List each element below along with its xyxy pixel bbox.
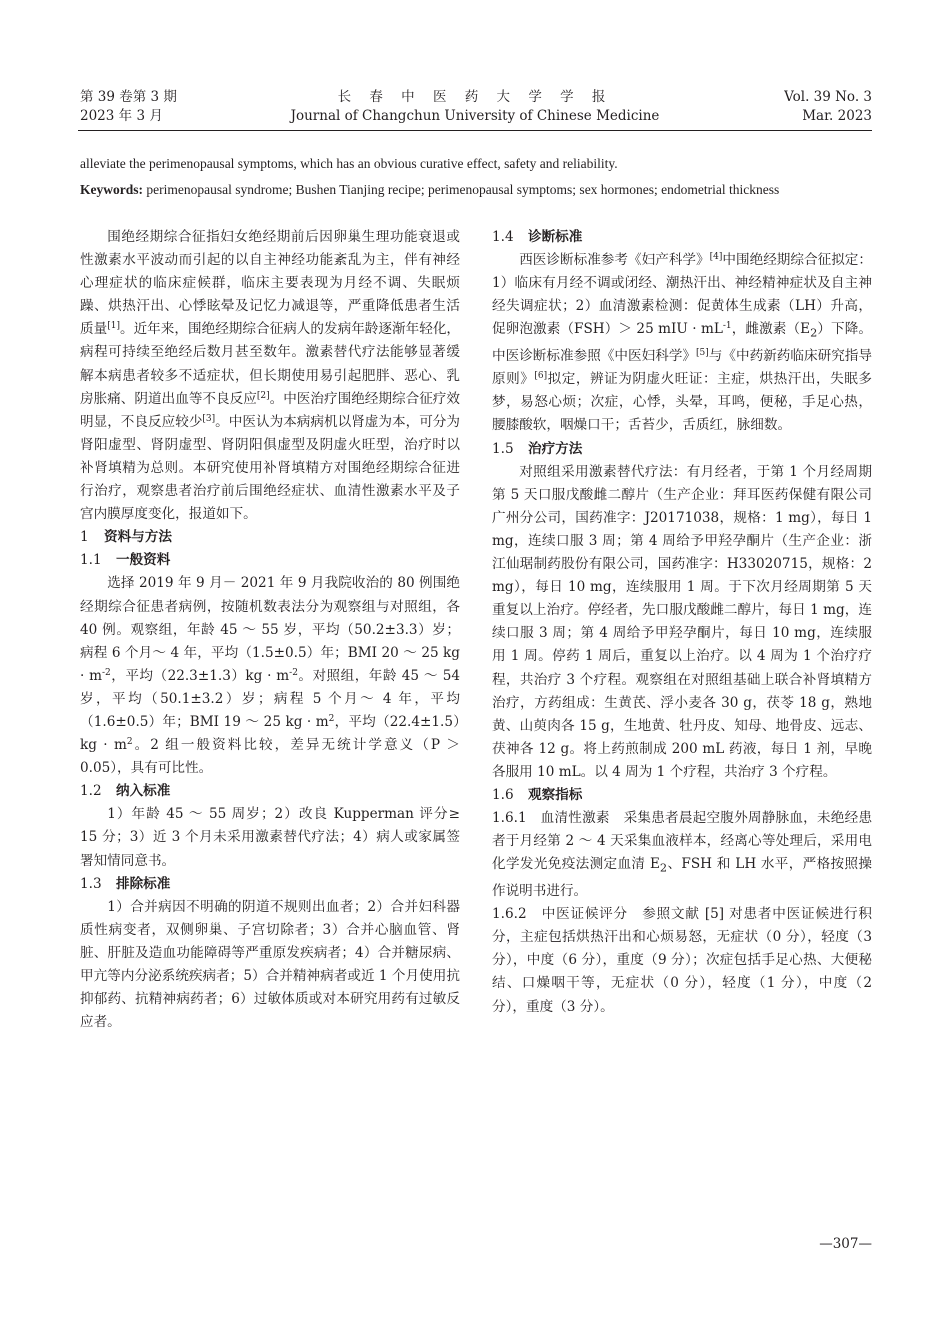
abstract-tail: alleviate the perimenopausal symptoms, which has an obvious curative effect, safety and reliability. [80,156,618,171]
diagnostic-text-4: ）下降。中医诊断标准参照《中医妇科学》 [492,321,872,365]
serum-hormone-text-2: 、FSH 和 LH 水平，严格按照操作说明书进行。 [492,856,872,900]
citation-1: [1] [107,321,120,332]
diagnostic-text-1: 西医诊断标准参考《妇产科学》 [519,252,710,269]
intro-paragraph [80,226,460,526]
date-en: Mar. 2023 [802,108,872,124]
general-data-text-5: 。2 组一般资料比较，差异无统计学意义（P ＞ 0.05），具有可比性。 [80,737,460,777]
general-data-paragraph [80,572,460,780]
serum-hormone-text-1: 采集患者晨起空腹外周静脉血，未绝经患者于月经第 2 ～ 4 天采集血液样本，经离心等处理后，采用电化学发光免疫法测定血清 E [492,810,873,873]
header-rule [78,130,872,131]
header-left [80,88,177,126]
section-1-5-number: 1.5 [492,440,514,457]
section-1-6-number: 1.6 [492,786,514,803]
section-1-4-heading [492,226,872,249]
citation-4: [4] [709,252,723,263]
tcm-score-text: 参照文献 [5] 对患者中医证候进行积分，主症包括烘热汗出和心烦易怒，无症状（0 分），轻度（3 分），中度（6 分），重度（9 分）；次症包括手足心热、大便秘结、口燥咽干等，无症状（0 分），轻度（1 分），中度（2 分），重度（3 分）。 [492,906,873,1015]
keywords-label: Keywords: [80,182,143,197]
header-center [250,88,700,126]
general-data-text-1: 选择 2019 年 9 月－ 2021 年 9 月我院收治的 80 例围绝经期综合征患者病例，按随机数表法分为观察组与对照组，各 40 例。观察组，年龄 45 ～ 55 岁，平均（50.2±3.3）岁；病程 6 个月～ 4 年，平均（1.5±0.5）年；BMI 20 ～ 25 kg · m [80,575,460,684]
citation-2: [2] [256,390,270,401]
volume-issue-cn: 第 39 卷第 3 期 [80,89,177,105]
exclusion-criteria: 1）合并病因不明确的阴道不规则出血者；2）合并妇科器质性病变者，双侧卵巢、子宫切除者；3）合并心脑血管、肾脏、肝脏及造血功能障碍等严重原发疾病者；4）合并糖尿病、甲亢等内分泌系统疾病者；5）合并精神病者或近 1 个月使用抗抑郁药、抗精神病药者；6）过敏体质或对本研究用药有过敏反应者。 [80,898,460,1031]
keywords [80,182,779,198]
section-1-5-heading [492,438,872,461]
unit-exponent-ml: -1 [722,321,732,332]
section-1-2-heading [80,780,460,803]
keywords-text: perimenopausal syndrome; Bushen Tianjing recipe; perimenopausal symptoms; sex hormones; endometrial thickness [146,182,780,197]
page-number: —307— [819,1236,872,1252]
section-1-3-title: 排除标准 [116,875,171,892]
general-data-text-3: 。对照组，年龄 45 ～ 54 岁，平均（50.1±3.2）岁；病程 5 个月～ 4 年，平均（1.6±0.5）年；BMI 19 ～ 25 kg · m [80,667,460,730]
general-data-text-4: ，平均（22.4±1.5）kg · m [80,713,461,754]
section-1-3-heading [80,873,460,896]
general-data-text-2: ，平均（22.3±1.3）kg · m [110,667,290,684]
header-right [784,88,872,126]
left-column [80,226,460,1034]
section-1-1-heading [80,549,460,572]
e2-subscript-2: 2 [659,860,668,875]
right-column [492,226,872,1019]
citation-5: [5] [696,348,709,359]
section-1-6-2-number: 1.6.2 [492,906,527,923]
serum-hormone-paragraph [492,807,872,903]
journal-title-cn: 长 春 中 医 药 大 学 学 报 [337,89,613,105]
intro-text-3: 。中医治疗围绝经期综合征疗效明显，不良反应较少 [80,390,461,430]
section-1-2-title: 纳入标准 [116,783,171,800]
section-1-1-title: 一般资料 [116,552,171,569]
citation-3: [3] [202,413,216,424]
section-1-6-heading [492,784,872,807]
section-1-6-title: 观察指标 [528,786,583,803]
journal-title-en: Journal of Changchun University of Chinese Medicine [290,108,660,124]
diagnostic-text-6: 拟定，辨证为阴虚火旺证：主症，烘热汗出，失眠多梦，易怒心烦；次症，心悸，头晕，耳鸣，便秘，手足心热，腰膝酸软，咽燥口干；舌苔少，舌质红，脉细数。 [492,371,872,434]
inclusion-criteria: 1）年龄 45 ～ 55 周岁；2）改良 Kupperman 评分≥ 15 分；3）近 3 个月未采用激素替代疗法；4）病人或家属签署知情同意书。 [80,806,460,869]
section-1-4-title: 诊断标准 [528,229,583,245]
intro-text-1: 围绝经期综合征指妇女绝经期前后因卵巢生理功能衰退或性激素水平波动而引起的以自主神经功能紊乱为主，伴有神经心理症状的临床症候群，临床主要表现为月经不调、失眠烦躁、烘热汗出、心悸眩晕及记忆力减退等，严重降低患者生活质量 [80,229,460,338]
section-1-number: 1 [80,529,89,546]
unit-exponent-2: -2 [289,667,298,678]
section-1-6-1-title: 血清性激素 [540,810,610,827]
e2-subscript-1: 2 [810,326,818,341]
tcm-score-paragraph [492,903,872,1018]
citation-6: [6] [534,371,548,382]
date-cn: 2023 年 3 月 [80,108,163,124]
section-1-5-title: 治疗方法 [528,440,583,457]
section-1-6-2-title: 中医证候评分 [541,906,628,923]
unit-exponent-1: -2 [102,667,111,678]
diagnostic-text-5: 与《中药新药临床研究指导原则》 [492,348,873,388]
intro-text-4: 。中医认为本病病机以肾虚为本，可分为肾阳虚型、肾阴虚型、肾阴阳俱虚型及阴虚火旺型，治疗时以补肾填精为总则。本研究使用补肾填精方对围绝经期综合征进行治疗，观察患者治疗前后围绝经症状、血清性激素水平及子宫内膜厚度变化，报道如下。 [80,413,461,523]
section-1-title: 资料与方法 [104,529,172,546]
volume-issue-en: Vol. 39 No. 3 [784,89,872,105]
treatment-method: 对照组采用激素替代疗法：有月经者，于第 1 个月经周期第 5 天口服戊酸雌二醇片（生产企业：拜耳医药保健有限公司广州分公司，国药准字：J20171038，规格：1 mg），每日 1 mg，连续口服 3 周；第 4 周给予甲羟孕酮片（生产企业：浙江仙琚制药股份有限公司，国药准字：H33020715，规格：2 mg），每日 10 mg，连续服用 1 周。于下次月经周期第 5 天重复以上治疗。停经者，先口服戊酸雌二醇片，每日 1 mg，连续口服 3 周；第 4 周给予甲羟孕酮片，每日 10 mg，连续服用 1 周。停药 1 周后，重复以上治疗。以 4 周为 1 个治疗疗程，共治疗 3 个疗程。观察组在对照组基础上联合补肾填精方治疗，方药组成：生黄芪、浮小麦各 30 g，茯苓 18 g，熟地黄、山萸肉各 15 g，生地黄、牡丹皮、知母、地骨皮、远志、茯神各 12 g。将上药煎制成 200 mL 药液，每日 1 剂，早晚各服用 10 mL。以 4 周为 1 个疗程，共治疗 3 个疗程。 [492,463,872,780]
diagnostic-text-3: ，雌激素（E [731,321,811,338]
section-1-1-number: 1.1 [80,552,102,569]
unit-exponent-4: 2 [126,737,133,748]
section-1-3-number: 1.3 [80,875,102,892]
diagnostic-criteria [492,249,872,437]
section-1-heading [80,526,460,549]
section-1-6-1-number: 1.6.1 [492,810,527,827]
diagnostic-text-2: 中围绝经期综合征拟定：1）临床有月经不调或闭经、潮热汗出、神经精神症状及自主神经失调症状；2）血清激素检测：促黄体生成素（LH）升高，促卵泡激素（FSH）＞ 25 mIU · mL [492,252,873,338]
section-1-2-number: 1.2 [80,783,102,800]
intro-text-2: 。近年来，围绝经期综合征病人的发病年龄逐渐年轻化，病程可持续至绝经后数月甚至数年。激素替代疗法能够显著缓解本病患者较多不适症状，但长期使用易引起肥胖、恶心、乳房胀痛、阴道出血等不良反应 [80,321,461,407]
section-1-4-number: 1.4 [492,229,514,245]
unit-exponent-3: 2 [328,713,335,724]
